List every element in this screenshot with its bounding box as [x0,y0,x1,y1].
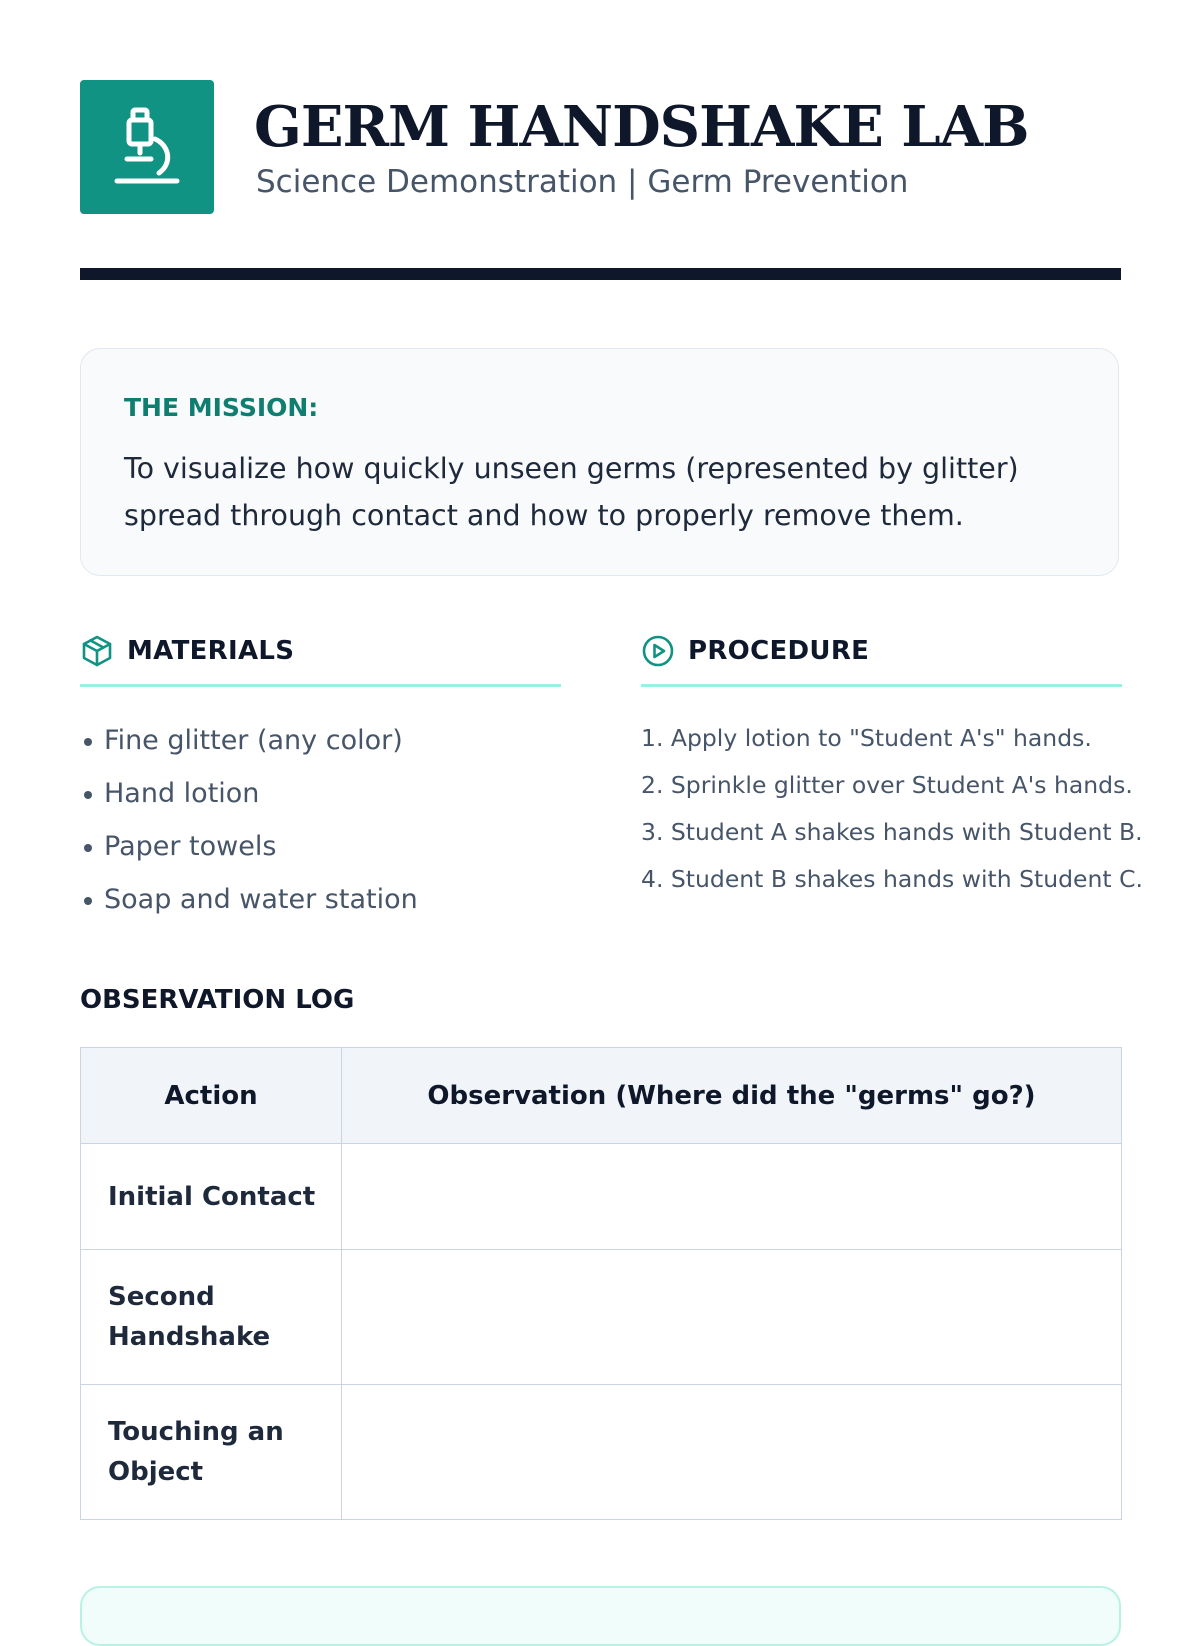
cube-icon [80,634,114,668]
list-item: 1. Apply lotion to "Student A's" hands. [641,724,1092,752]
microscope-icon [111,107,183,187]
column-header-action: Action [81,1048,342,1144]
observation-cell[interactable] [342,1144,1122,1250]
action-cell: Initial Contact [81,1144,342,1250]
table-header-row [81,1048,1122,1144]
list-item: 2. Sprinkle glitter over Student A's hands. [641,771,1133,799]
page-title: GERM HANDSHAKE LAB [254,94,1029,160]
materials-divider [80,684,561,687]
observation-table [80,1047,1122,1520]
procedure-list [641,715,1143,903]
logo [80,80,214,214]
column-header-observation: Observation (Where did the "germs" go?) [342,1048,1122,1144]
list-item: 3. Student A shakes hands with Student B. [641,818,1143,846]
list-item: 4. Student B shakes hands with Student C. [641,865,1143,893]
list-item: Soap and water station [80,873,418,926]
observation-log-title: OBSERVATION LOG [80,985,355,1015]
table-row [81,1144,1122,1250]
bottom-card [80,1586,1121,1646]
header [80,80,1120,214]
materials-header [80,630,561,686]
action-cell: Second Handshake [81,1250,342,1385]
list-item: Paper towels [80,820,418,873]
mission-text: To visualize how quickly unseen germs (represented by glitter) spread through contact and how to properly remove them. [124,452,1019,532]
materials-list [80,714,418,926]
procedure-title: PROCEDURE [688,636,870,666]
observation-cell[interactable] [342,1250,1122,1385]
list-item: Hand lotion [80,767,418,820]
procedure-divider [641,684,1122,687]
header-divider [80,268,1121,280]
list-item: Fine glitter (any color) [80,714,418,767]
materials-title: MATERIALS [127,636,295,666]
action-cell: Touching an Object [81,1385,342,1520]
procedure-header [641,630,1122,686]
observation-cell[interactable] [342,1385,1122,1520]
play-circle-icon [641,634,675,668]
materials-section [80,630,561,915]
table-row [81,1250,1122,1385]
mission-card [80,348,1119,576]
procedure-section [641,630,1143,893]
mission-label: THE MISSION: [124,393,319,422]
table-row [81,1385,1122,1520]
page-subtitle: Science Demonstration | Germ Prevention [256,164,909,200]
